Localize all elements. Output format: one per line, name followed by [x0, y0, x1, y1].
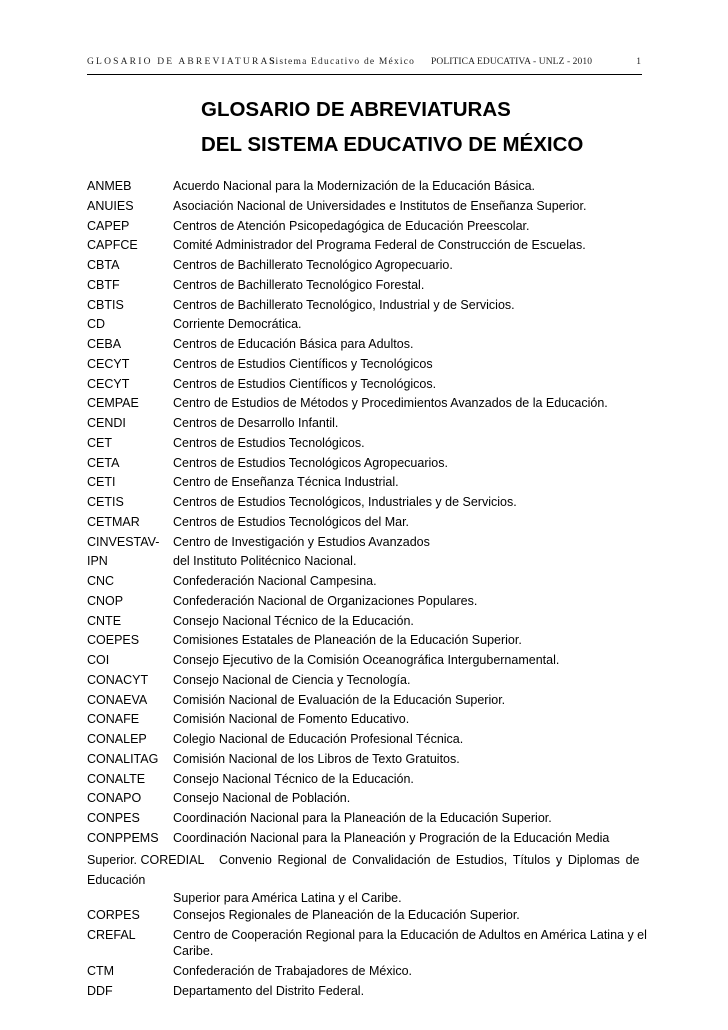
- entry-abbreviation: CENDI: [87, 416, 126, 430]
- wrapped-educacion: Educación: [87, 873, 146, 887]
- entry-definition: Centro de Cooperación Regional para la Educación de Adultos en América Latina y el: [173, 928, 647, 942]
- entry-definition: Comisión Nacional de Evaluación de la Educación Superior.: [173, 692, 506, 707]
- entry-definition: Consejos Regionales de Planeación de la Educación Superior.: [173, 908, 520, 922]
- entry-definition: Comisiones Estatales de Planeación de la Educación Superior.: [173, 633, 522, 648]
- entry-abbreviation: IPN: [87, 554, 108, 569]
- entry-abbreviation: ANUIES: [87, 198, 134, 213]
- entry-definition: Centros de Estudios Tecnológicos, Industriales y de Servicios.: [173, 495, 517, 509]
- entry-abbreviation: COI: [87, 653, 110, 667]
- entry-abbreviation: CONALITAG: [87, 751, 159, 766]
- entry-abbreviation: CEBA: [87, 337, 122, 351]
- entry-abbreviation: CBTIS: [87, 297, 124, 312]
- entry-definition: Centros de Desarrollo Infantil.: [173, 416, 339, 430]
- wrapped-abbr-superior-coredial: Superior. COREDIAL: [87, 853, 205, 867]
- entry-definition: Centros de Educación Básica para Adultos.: [173, 337, 414, 351]
- entry-abbreviation: CONACYT: [87, 672, 149, 687]
- page-number: 1: [636, 57, 641, 67]
- entry-definition: Centros de Atención Psicopedagógica de Educación Preescolar.: [173, 218, 530, 233]
- entry-definition: Confederación de Trabajadores de México.: [173, 964, 413, 978]
- header-title: GLOSARIO DE ABREVIATURAS: [87, 57, 278, 67]
- entry-abbreviation: CREFAL: [87, 928, 136, 942]
- entry-definition: Coordinación Nacional para la Planeación de la Educación Superior.: [173, 811, 552, 825]
- entry-abbreviation: CET: [87, 435, 112, 450]
- entry-abbreviation: CETMAR: [87, 514, 140, 529]
- entry-definition: del Instituto Politécnico Nacional.: [173, 554, 357, 569]
- entry-definition: Centros de Estudios Tecnológicos.: [173, 435, 365, 450]
- entry-abbreviation: CONAFE: [87, 712, 140, 727]
- entry-definition: Centros de Estudios Científicos y Tecnológicos.: [173, 376, 437, 391]
- entry-definition: Centros de Estudios Científicos y Tecnológicos: [173, 356, 433, 371]
- entry-abbreviation: ANMEB: [87, 179, 132, 193]
- entry-definition: Centros de Bachillerato Tecnológico Agropecuario.: [173, 258, 453, 272]
- entry-definition: Comité Administrador del Programa Federal de Construcción de Escuelas.: [173, 238, 586, 253]
- header-rule: [87, 74, 642, 75]
- entry-definition: Colegio Nacional de Educación Profesional Técnica.: [173, 732, 464, 746]
- entry-definition: Asociación Nacional de Universidades e Institutos de Enseñanza Superior.: [173, 198, 587, 213]
- entry-abbreviation: DDF: [87, 984, 113, 998]
- entry-definition: Centros de Bachillerato Tecnológico Forestal.: [173, 277, 425, 292]
- entry-abbreviation: CNTE: [87, 613, 122, 628]
- entry-abbreviation: COEPES: [87, 633, 140, 648]
- header-subtitle: Sistema Educativo de México: [269, 57, 416, 67]
- entry-definition: Centros de Estudios Tecnológicos Agropecuarios.: [173, 455, 448, 470]
- entry-definition: Centros de Bachillerato Tecnológico, Industrial y de Servicios.: [173, 297, 515, 312]
- entry-abbreviation: CONALTE: [87, 771, 146, 786]
- entry-definition: Confederación Nacional de Organizaciones Populares.: [173, 593, 478, 608]
- entry-abbreviation: CBTA: [87, 258, 120, 272]
- entry-abbreviation: CONPES: [87, 811, 140, 825]
- entry-definition: Comisión Nacional de Fomento Educativo.: [173, 712, 410, 727]
- entry-abbreviation: CNOP: [87, 593, 124, 608]
- wrapped-def-coredial: Convenio Regional de Convalidación de Estudios, Títulos y Diplomas de: [219, 853, 640, 867]
- entry-definition: Corriente Democrática.: [173, 317, 302, 332]
- entry-abbreviation: CECYT: [87, 356, 130, 371]
- running-header: [87, 57, 642, 71]
- entry-abbreviation: CNC: [87, 574, 115, 588]
- document-title-line-1: GLOSARIO DE ABREVIATURAS: [201, 98, 511, 121]
- entry-definition: Centro de Investigación y Estudios Avanzados: [173, 534, 430, 549]
- entry-abbreviation: CONALEP: [87, 732, 147, 746]
- entry-definition-continued: Caribe.: [173, 944, 214, 958]
- entry-abbreviation: CONPPEMS: [87, 830, 159, 845]
- entry-abbreviation: CONAEVA: [87, 692, 148, 707]
- entry-definition: Consejo Nacional de Población.: [173, 791, 351, 806]
- entry-definition: Acuerdo Nacional para la Modernización de la Educación Básica.: [173, 179, 536, 193]
- entry-abbreviation: CAPEP: [87, 218, 130, 233]
- entry-abbreviation: CETI: [87, 475, 116, 490]
- entry-definition: Centro de Enseñanza Técnica Industrial.: [173, 475, 399, 490]
- entry-definition: Confederación Nacional Campesina.: [173, 574, 377, 588]
- entry-abbreviation: CINVESTAV-: [87, 534, 160, 549]
- entry-definition: Consejo Nacional de Ciencia y Tecnología.: [173, 672, 411, 687]
- entry-definition: Centros de Estudios Tecnológicos del Mar.: [173, 514, 410, 529]
- entry-definition: Comisión Nacional de los Libros de Texto Gratuitos.: [173, 751, 460, 766]
- entry-definition: Consejo Nacional Técnico de la Educación.: [173, 771, 414, 786]
- entry-abbreviation: CETA: [87, 455, 120, 470]
- entry-abbreviation: CONAPO: [87, 791, 142, 806]
- entry-definition: Centro de Estudios de Métodos y Procedimientos Avanzados de la Educación.: [173, 396, 608, 411]
- entry-definition: Coordinación Nacional para la Planeación y Progración de la Educación Media: [173, 830, 610, 845]
- entry-abbreviation: CAPFCE: [87, 238, 138, 253]
- entry-abbreviation: CECYT: [87, 376, 130, 391]
- header-course: POLITICA EDUCATIVA - UNLZ - 2010: [431, 57, 593, 67]
- document-title-line-2: DEL SISTEMA EDUCATIVO DE MÉXICO: [201, 133, 584, 156]
- entry-abbreviation: CORPES: [87, 908, 140, 922]
- entry-abbreviation: CBTF: [87, 277, 120, 292]
- entry-abbreviation: CETIS: [87, 495, 124, 509]
- entry-abbreviation: CTM: [87, 964, 115, 978]
- entry-abbreviation: CD: [87, 317, 106, 332]
- entry-definition: Departamento del Distrito Federal.: [173, 984, 365, 998]
- wrapped-superior-al: Superior para América Latina y el Caribe.: [173, 891, 402, 905]
- entry-definition: Consejo Nacional Técnico de la Educación.: [173, 613, 414, 628]
- entry-definition: Consejo Ejecutivo de la Comisión Oceanográfica Intergubernamental.: [173, 653, 560, 667]
- entry-abbreviation: CEMPAE: [87, 396, 139, 411]
